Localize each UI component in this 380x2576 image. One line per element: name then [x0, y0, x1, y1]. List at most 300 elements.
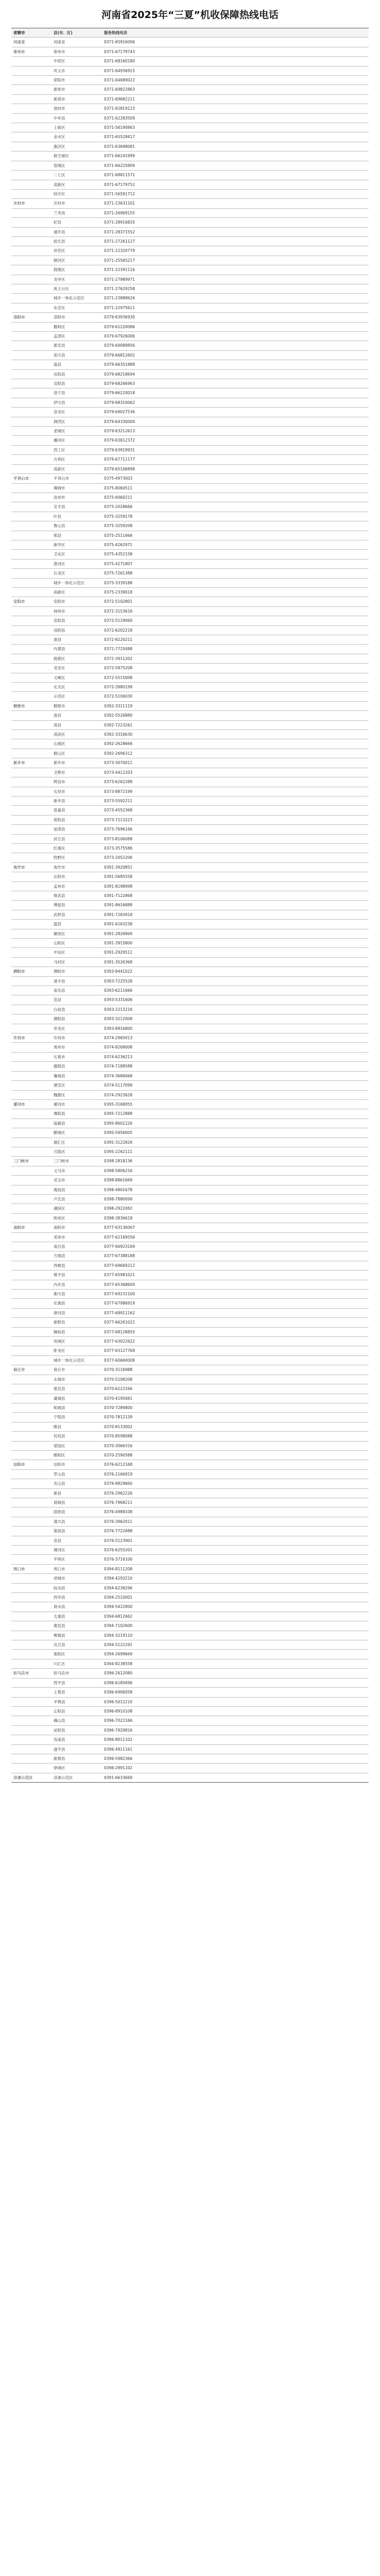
city-cell	[11, 654, 51, 663]
phone-cell: 0373-4552368	[102, 806, 369, 815]
table-row	[11, 360, 369, 369]
county-cell: 吉利区	[51, 455, 102, 464]
city-cell	[11, 995, 51, 1005]
city-cell	[11, 1754, 51, 1763]
city-cell	[11, 1479, 51, 1488]
phone-cell: 0371-66225809	[102, 161, 369, 170]
county-cell: 漯河市	[51, 1099, 102, 1109]
city-cell	[11, 502, 51, 512]
county-cell: 新密市	[51, 85, 102, 94]
table-row	[11, 1716, 369, 1725]
phone-cell: 0371-68811571	[102, 171, 369, 180]
city-cell	[11, 332, 51, 341]
county-cell: 牧野区	[51, 853, 102, 862]
phone-cell: 0371-28916820	[102, 218, 369, 227]
phone-cell: 0394-4293210	[102, 1574, 369, 1583]
table-row	[11, 1574, 369, 1583]
county-cell: 延津县	[51, 825, 102, 834]
city-cell	[11, 341, 51, 350]
phone-cell: 0396-8910108	[102, 1706, 369, 1716]
county-cell: 温县	[51, 920, 102, 929]
table-row	[11, 455, 369, 464]
county-cell: 商城县	[51, 1498, 102, 1507]
county-cell: 封丘县	[51, 834, 102, 843]
table-row	[11, 1555, 369, 1564]
city-cell	[11, 265, 51, 275]
table-row	[11, 1375, 369, 1384]
table-row	[11, 1754, 369, 1763]
table-row	[11, 1033, 369, 1043]
phone-cell: 0393-8441022	[102, 967, 369, 976]
county-cell: 二七区	[51, 171, 102, 180]
phone-cell: 0379-66812602	[102, 350, 369, 360]
city-cell	[11, 1744, 51, 1754]
county-cell: 召陵区	[51, 1147, 102, 1156]
county-cell: 经开区	[51, 189, 102, 198]
table-row	[11, 1527, 369, 1536]
city-cell	[11, 1327, 51, 1336]
city-cell	[11, 1071, 51, 1080]
phone-cell: 0375-3339188	[102, 578, 369, 587]
city-cell	[11, 1308, 51, 1317]
county-cell: 城乡一体化示范区	[51, 294, 102, 303]
table-row	[11, 1346, 369, 1355]
county-cell: 宜阳县	[51, 379, 102, 388]
phone-cell: 0371-64689022	[102, 76, 369, 85]
table-row	[11, 66, 369, 75]
phone-cell: 0396-5982366	[102, 1754, 369, 1763]
county-cell: 汤阴县	[51, 625, 102, 635]
county-cell: 中牟县	[51, 113, 102, 123]
city-cell	[11, 796, 51, 805]
table-row	[11, 853, 369, 862]
county-cell: 东京区	[51, 303, 102, 312]
county-cell: 沁阳市	[51, 872, 102, 882]
county-cell: 鹤山区	[51, 749, 102, 758]
city-cell: 信阳市	[11, 1460, 51, 1469]
city-cell	[11, 1242, 51, 1251]
phone-cell: 0373-7696166	[102, 825, 369, 834]
city-cell	[11, 171, 51, 180]
phone-cell: 0392-5526880	[102, 711, 369, 720]
phone-cell: 0372-7725088	[102, 645, 369, 654]
city-cell: 濮阳市	[11, 967, 51, 976]
table-row	[11, 1270, 369, 1280]
county-cell: 光山县	[51, 1479, 102, 1488]
table-row	[11, 768, 369, 777]
city-cell	[11, 1612, 51, 1621]
county-cell: 孟津区	[51, 332, 102, 341]
table-row	[11, 350, 369, 360]
table-row	[11, 1147, 369, 1156]
table-row	[11, 587, 369, 597]
phone-cell: 0379-67926006	[102, 332, 369, 341]
table-row	[11, 910, 369, 919]
phone-cell: 0396-7022166	[102, 1716, 369, 1725]
city-cell	[11, 578, 51, 587]
county-cell: 原阳县	[51, 815, 102, 824]
table-row	[11, 1621, 369, 1631]
city-cell	[11, 891, 51, 900]
city-cell	[11, 1413, 51, 1422]
county-cell: 高新区	[51, 180, 102, 189]
county-cell: 示范区	[51, 692, 102, 701]
city-cell	[11, 683, 51, 692]
county-cell: 社旗县	[51, 1299, 102, 1308]
city-cell	[11, 1384, 51, 1394]
county-cell: 陕州区	[51, 1213, 102, 1223]
city-cell: 新乡市	[11, 758, 51, 768]
city-cell	[11, 113, 51, 123]
city-cell	[11, 275, 51, 284]
city-cell	[11, 768, 51, 777]
county-cell: 马村区	[51, 957, 102, 967]
phone-cell: 0371-67179743	[102, 47, 369, 56]
phone-cell: 0371-69822863	[102, 85, 369, 94]
county-cell: 郸城县	[51, 1631, 102, 1640]
phone-cell: 0379-68218694	[102, 369, 369, 379]
city-cell	[11, 76, 51, 85]
phone-cell: 0393-5331606	[102, 995, 369, 1005]
city-cell	[11, 540, 51, 549]
table-row	[11, 834, 369, 843]
city-cell	[11, 151, 51, 161]
city-cell	[11, 379, 51, 388]
phone-cell: 0372-3153616	[102, 606, 369, 616]
city-cell	[11, 806, 51, 815]
phone-cell: 0370-7289800	[102, 1403, 369, 1412]
table-row	[11, 664, 369, 673]
county-cell: 兰考县	[51, 208, 102, 217]
table-row	[11, 483, 369, 493]
county-cell: 罗山县	[51, 1469, 102, 1479]
table-row	[11, 85, 369, 94]
table-row	[11, 749, 369, 758]
phone-cell: 0379-61220086	[102, 322, 369, 331]
city-cell	[11, 1185, 51, 1194]
table-row	[11, 758, 369, 768]
city-cell	[11, 189, 51, 198]
city-cell	[11, 834, 51, 843]
county-cell: 管城区	[51, 161, 102, 170]
city-cell	[11, 123, 51, 132]
county-cell: 卫东区	[51, 550, 102, 559]
county-cell: 安阳县	[51, 616, 102, 625]
phone-cell: 0396-2612080	[102, 1669, 369, 1678]
table-row	[11, 1612, 369, 1621]
phone-cell: 0377-63136067	[102, 1223, 369, 1232]
table-row	[11, 218, 369, 227]
city-cell: 河南省	[11, 38, 51, 47]
county-cell: 长垣市	[51, 787, 102, 796]
phone-cell: 0391-3915800	[102, 939, 369, 948]
city-cell	[11, 825, 51, 834]
city-cell	[11, 1650, 51, 1659]
table-row	[11, 1176, 369, 1185]
table-row	[11, 1118, 369, 1128]
county-cell: 殷都区	[51, 654, 102, 663]
county-cell: 息县	[51, 1536, 102, 1545]
city-cell	[11, 1337, 51, 1346]
table-row	[11, 1024, 369, 1033]
phone-cell: 0377-67388188	[102, 1251, 369, 1261]
county-cell: 中原区	[51, 57, 102, 66]
city-cell	[11, 1583, 51, 1592]
table-row	[11, 578, 369, 587]
city-cell	[11, 142, 51, 151]
phone-cell: 0379-63212613	[102, 427, 369, 436]
city-cell	[11, 398, 51, 407]
phone-cell: 0379-63612372	[102, 436, 369, 445]
city-cell	[11, 664, 51, 673]
table-row	[11, 711, 369, 720]
phone-cell: 0371-26969155	[102, 208, 369, 217]
phone-cell: 0377-65368600	[102, 1280, 369, 1289]
county-cell: 通许县	[51, 227, 102, 236]
county-cell: 栾川县	[51, 350, 102, 360]
phone-cell: 0375-4262971	[102, 540, 369, 549]
phone-cell: 0373-7213223	[102, 815, 369, 824]
table-row	[11, 1659, 369, 1668]
table-row	[11, 1005, 369, 1014]
county-cell: 新乡市	[51, 758, 102, 768]
city-cell: 三门峡市	[11, 1157, 51, 1166]
phone-cell: 0377-69669212	[102, 1261, 369, 1270]
table-row	[11, 559, 369, 568]
phone-cell: 0396-8011102	[102, 1735, 369, 1744]
county-cell: 龙安区	[51, 664, 102, 673]
county-cell: 郏县	[51, 531, 102, 540]
city-cell	[11, 161, 51, 170]
county-cell: 新安县	[51, 341, 102, 350]
table-row	[11, 1081, 369, 1090]
phone-cell: 0371-63698081	[102, 142, 369, 151]
county-cell: 城乡一体化示范区	[51, 1355, 102, 1365]
table-row	[11, 1631, 369, 1640]
phone-cell: 0391-3920851	[102, 862, 369, 872]
county-cell: 义马市	[51, 1166, 102, 1175]
county-cell: 武陟县	[51, 910, 102, 919]
table-row	[11, 417, 369, 426]
county-cell: 西峡县	[51, 1261, 102, 1270]
table-row	[11, 1546, 369, 1555]
city-cell	[11, 843, 51, 853]
phone-cell: 0394-8238558	[102, 1659, 369, 1668]
table-row	[11, 398, 369, 407]
table-row	[11, 1650, 369, 1659]
phone-cell: 0379-68310062	[102, 398, 369, 407]
city-cell	[11, 1043, 51, 1052]
table-row	[11, 1128, 369, 1138]
county-cell: 新蔡县	[51, 1754, 102, 1763]
phone-cell: 0371-65916006	[102, 38, 369, 47]
city-cell	[11, 284, 51, 293]
phone-cell: 0371-28371552	[102, 227, 369, 236]
table-row	[11, 1014, 369, 1024]
county-cell: 川汇区	[51, 1659, 102, 1668]
city-cell	[11, 986, 51, 995]
phone-cell: 0395-3122826	[102, 1138, 369, 1147]
county-cell: 信阳市	[51, 1460, 102, 1469]
city-cell	[11, 1735, 51, 1744]
table-row	[11, 199, 369, 208]
county-cell: 鹤壁市	[51, 701, 102, 710]
city-cell: 开封市	[11, 199, 51, 208]
county-cell: 山城区	[51, 739, 102, 749]
city-cell	[11, 85, 51, 94]
phone-cell: 0371-22320779	[102, 246, 369, 256]
county-cell: 汝州市	[51, 493, 102, 502]
phone-cell: 0371-65528417	[102, 132, 369, 142]
city-cell: 济源示范区	[11, 1773, 51, 1782]
phone-cell: 0375-2511666	[102, 531, 369, 540]
phone-cell: 0370-4195081	[102, 1394, 369, 1403]
city-cell	[11, 711, 51, 720]
phone-cell: 0375-8060511	[102, 483, 369, 493]
county-cell: 虞城县	[51, 1394, 102, 1403]
table-row	[11, 1469, 369, 1479]
phone-cell: 0395-8601226	[102, 1118, 369, 1128]
table-row	[11, 1422, 369, 1431]
table-row	[11, 1583, 369, 1592]
phone-cell: 0370-7812139	[102, 1413, 369, 1422]
city-cell: 周口市	[11, 1564, 51, 1573]
city-cell	[11, 1176, 51, 1185]
county-cell: 济源示范区	[51, 1773, 102, 1782]
table-row	[11, 379, 369, 388]
county-cell: 西工区	[51, 445, 102, 454]
city-cell	[11, 1118, 51, 1128]
phone-cell: 0371-64936915	[102, 66, 369, 75]
county-cell: 航空港区	[51, 151, 102, 161]
county-cell: 焦作市	[51, 862, 102, 872]
city-cell	[11, 1631, 51, 1640]
county-cell: 长葛市	[51, 1052, 102, 1061]
phone-cell: 0376-2962226	[102, 1488, 369, 1498]
city-cell	[11, 882, 51, 891]
county-cell: 巩义市	[51, 66, 102, 75]
table-row	[11, 1488, 369, 1498]
county-cell: 永城市	[51, 1375, 102, 1384]
city-cell: 鹤壁市	[11, 701, 51, 710]
city-cell	[11, 1602, 51, 1612]
city-cell: 洛阳市	[11, 313, 51, 322]
county-cell: 尉氏县	[51, 236, 102, 246]
phone-cell: 0396-5012210	[102, 1697, 369, 1706]
phone-cell: 0395-7212888	[102, 1109, 369, 1118]
phone-cell: 0391-8616888	[102, 901, 369, 910]
city-cell	[11, 1251, 51, 1261]
phone-cell: 0373-3575586	[102, 843, 369, 853]
table-row	[11, 1507, 369, 1517]
phone-cell: 0370-3066316	[102, 1441, 369, 1450]
county-cell: 潢川县	[51, 1517, 102, 1526]
phone-cell: 0391-2826869	[102, 929, 369, 938]
county-cell: 禹州市	[51, 1043, 102, 1052]
phone-cell: 0391-8198998	[102, 882, 369, 891]
city-cell	[11, 1005, 51, 1014]
phone-cell: 0376-5123901	[102, 1536, 369, 1545]
table-row	[11, 815, 369, 824]
county-cell: 宛城区	[51, 1337, 102, 1346]
county-cell: 洛龙区	[51, 408, 102, 417]
city-cell	[11, 787, 51, 796]
table-row	[11, 284, 369, 293]
table-row	[11, 236, 369, 246]
county-cell: 襄城县	[51, 1071, 102, 1080]
phone-cell: 0371-27629258	[102, 284, 369, 293]
county-cell: 偃师区	[51, 322, 102, 331]
phone-cell: 0398-7880099	[102, 1194, 369, 1204]
city-cell	[11, 369, 51, 379]
county-cell: 泌阳县	[51, 1725, 102, 1735]
table-row	[11, 1052, 369, 1061]
phone-cell: 0393-3212008	[102, 1014, 369, 1024]
table-row	[11, 1441, 369, 1450]
county-cell: 惠济区	[51, 142, 102, 151]
phone-cell: 0394-2699669	[102, 1650, 369, 1659]
table-row	[11, 1669, 369, 1678]
city-cell	[11, 408, 51, 417]
county-cell: 顺河区	[51, 256, 102, 265]
city-cell	[11, 236, 51, 246]
city-cell	[11, 1280, 51, 1289]
table-row	[11, 1185, 369, 1194]
phone-cell: 0391-6163238	[102, 920, 369, 929]
county-cell: 城乡一体化示范区	[51, 578, 102, 587]
table-row	[11, 882, 369, 891]
county-cell: 汝南县	[51, 1735, 102, 1744]
table-row	[11, 1640, 369, 1650]
county-cell: 遂平县	[51, 1744, 102, 1754]
phone-cell: 0373-8106088	[102, 834, 369, 843]
city-cell	[11, 322, 51, 331]
phone-cell: 0377-60660008	[102, 1355, 369, 1365]
table-row	[11, 1384, 369, 1394]
phone-cell: 0396-6906058	[102, 1688, 369, 1697]
county-cell: 平顶山市	[51, 474, 102, 483]
county-cell: 叶县	[51, 512, 102, 521]
phone-cell: 0396-2891102	[102, 1764, 369, 1773]
phone-cell: 0392-3316630	[102, 730, 369, 739]
table-row	[11, 275, 369, 284]
table-row	[11, 57, 369, 66]
city-cell	[11, 1261, 51, 1270]
table-row	[11, 1299, 369, 1308]
city-cell	[11, 531, 51, 540]
city-cell	[11, 616, 51, 625]
city-cell	[11, 445, 51, 454]
city-cell	[11, 587, 51, 597]
phone-cell: 0375-4973003	[102, 474, 369, 483]
table-row	[11, 1062, 369, 1071]
table-row	[11, 1355, 369, 1365]
table-row	[11, 1602, 369, 1612]
city-cell	[11, 1024, 51, 1033]
county-cell: 新乡县	[51, 796, 102, 805]
city-cell	[11, 1678, 51, 1687]
city-cell	[11, 1346, 51, 1355]
phone-cell: 0395-3168055	[102, 1099, 369, 1109]
county-cell: 驻马店市	[51, 1669, 102, 1678]
table-row	[11, 1194, 369, 1204]
city-cell	[11, 1441, 51, 1450]
phone-cell: 0377-65981021	[102, 1270, 369, 1280]
table-row	[11, 123, 369, 132]
phone-cell: 0392-2696312	[102, 749, 369, 758]
city-cell	[11, 1546, 51, 1555]
phone-cell: 0375-3259178	[102, 512, 369, 521]
